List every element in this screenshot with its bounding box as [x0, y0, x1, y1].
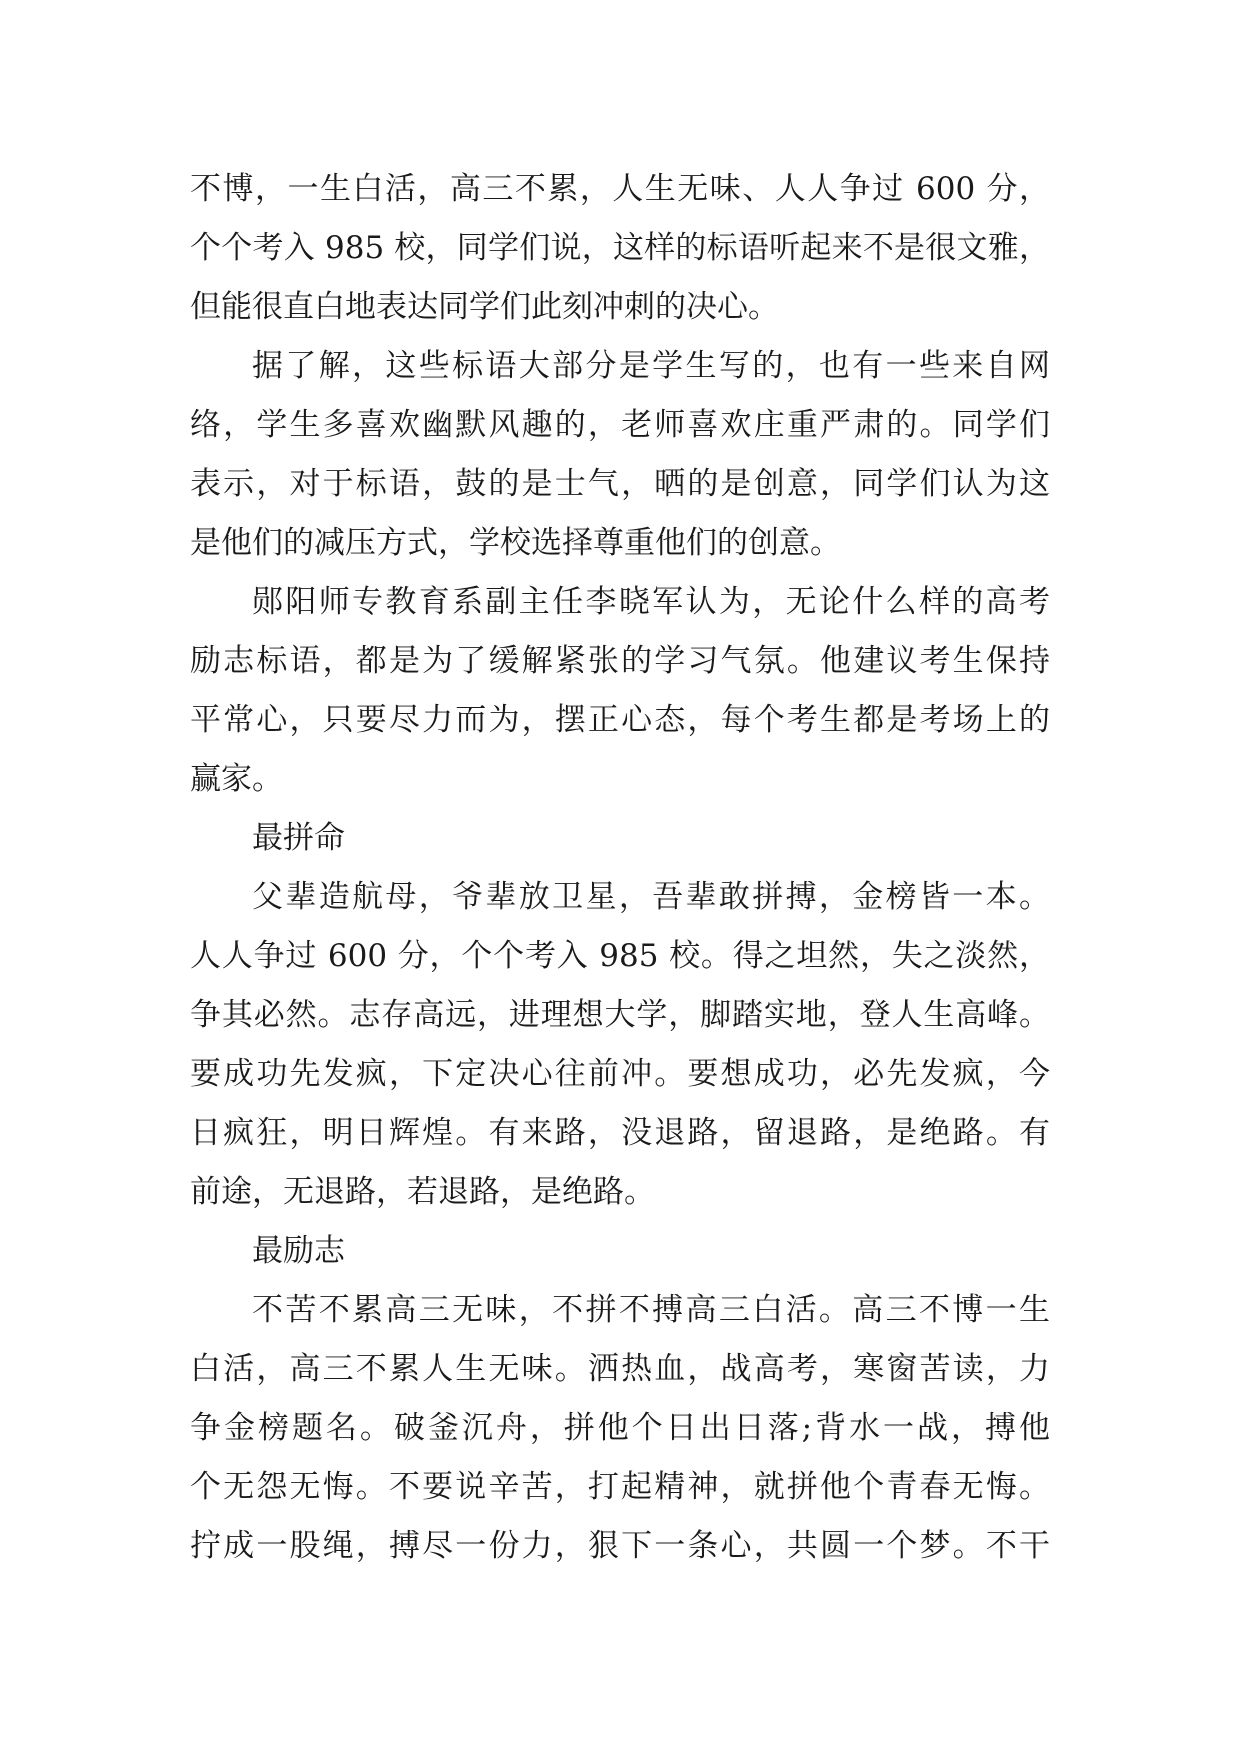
text-line: 据了解，这些标语大部分是学生写的，也有一些来自网 — [252, 348, 1050, 384]
text-line: 白活，高三不累人生无味。洒热血，战高考，寒窗苦读，力 — [190, 1351, 1050, 1387]
text-line: 日疯狂，明日辉煌。有来路，没退路，留退路，是绝路。有 — [190, 1115, 1050, 1151]
text-line: 励志标语，都是为了缓解紧张的学习气氛。他建议考生保持 — [190, 643, 1050, 679]
text-line: 前途，无退路，若退路，是绝路。 — [190, 1174, 655, 1210]
text-line: 要成功先发疯，下定决心往前冲。要想成功，必先发疯，今 — [190, 1056, 1050, 1092]
text-line: 拧成一股绳，搏尽一份力，狠下一条心，共圆一个梦。不干 — [190, 1528, 1050, 1564]
text-line: 不苦不累高三无味，不拼不搏高三白活。高三不博一生 — [252, 1292, 1050, 1328]
text-line: 不博，一生白活，高三不累，人生无味、人人争过 600 分， — [190, 171, 1050, 207]
text-line: 郧阳师专教育系副主任李晓军认为，无论什么样的高考 — [252, 584, 1050, 620]
text-line: 个个考入 985 校，同学们说，这样的标语听起来不是很文雅， — [190, 230, 1050, 266]
text-line: 争金榜题名。破釜沉舟，拼他个日出日落;背水一战，搏他 — [190, 1410, 1050, 1446]
text-line: 赢家。 — [190, 761, 283, 797]
text-line: 争其必然。志存高远，进理想大学，脚踏实地，登人生高峰。 — [190, 997, 1050, 1033]
text-line: 但能很直白地表达同学们此刻冲刺的决心。 — [190, 289, 779, 325]
text-line: 人人争过 600 分，个个考入 985 校。得之坦然，失之淡然， — [190, 938, 1050, 974]
document-body — [190, 160, 1050, 1576]
text-line: 表示，对于标语，鼓的是士气，晒的是创意，同学们认为这 — [190, 466, 1050, 502]
text-line: 络，学生多喜欢幽默风趣的，老师喜欢庄重严肃的。同学们 — [190, 407, 1050, 443]
section-heading: 最励志 — [252, 1233, 345, 1269]
text-line: 是他们的减压方式，学校选择尊重他们的创意。 — [190, 525, 841, 561]
text-line: 平常心，只要尽力而为，摆正心态，每个考生都是考场上的 — [190, 702, 1050, 738]
text-line: 父辈造航母，爷辈放卫星，吾辈敢拼搏，金榜皆一本。 — [252, 879, 1050, 915]
section-heading: 最拼命 — [252, 820, 345, 856]
text-line: 个无怨无悔。不要说辛苦，打起精神，就拼他个青春无悔。 — [190, 1469, 1050, 1505]
